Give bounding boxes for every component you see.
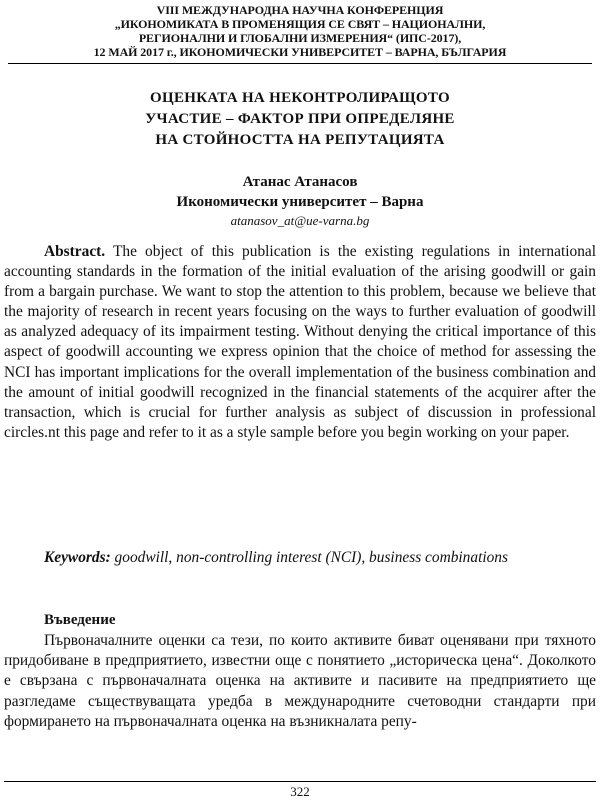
- paper-title-line: ОЦЕНКАТА НА НЕКОНТРОЛИРАЩОТО: [150, 90, 450, 106]
- conference-header-line: 12 МАЙ 2017 г., ИКОНОМИЧЕСКИ УНИВЕРСИТЕТ – ВАРНА, БЪЛГАРИЯ: [93, 45, 507, 59]
- conference-header-line: РЕГИОНАЛНИ И ГЛОБАЛНИ ИЗМЕРЕНИЯ“ (ИПС-2017),: [138, 31, 462, 45]
- paper-title: [0, 88, 600, 151]
- author-email: atanasov_at@ue-varna.bg: [230, 213, 370, 228]
- keywords-text: goodwill, non-controlling interest (NCI), business combinations: [110, 549, 508, 566]
- section-heading-introduction: Въведение: [44, 612, 116, 628]
- footer-divider: [4, 781, 596, 782]
- author-name: Атанас Атанасов: [242, 174, 358, 190]
- abstract-text: The object of this publication is the existing regulations in international accounting standards in the formation of the initial evaluation of the arising goodwill or gain from a bargain purchase. We want to stop the attention to this problem, because we believe that the majority of research in recent years focusing on the ways to further evaluation of goodwill as analyzed adequacy of its impairment testing. Without denying the critical importance of this aspect of goodwill accounting we express opinion that the choice of method for assessing the NCI has important implications for the overall implementation of the business combination and the amount of initial goodwill recognized in the financial statements of the acquirer after the transaction, which is crucial for further analysis as subject of discussion in professional circles.nt this page and refer to it as a style sample before you begin working on your paper.: [4, 243, 596, 441]
- keywords-paragraph: [4, 548, 596, 568]
- author-affiliation: Икономически университет – Варна: [176, 194, 424, 210]
- conference-header: [0, 3, 600, 59]
- author-block: [0, 172, 600, 230]
- conference-header-line: „ИКОНОМИКАТА В ПРОМЕНЯЩИЯ СЕ СВЯТ – НАЦИОНАЛНИ,: [114, 17, 486, 31]
- paper-title-line: УЧАСТИЕ – ФАКТОР ПРИ ОПРЕДЕЛЯНЕ: [145, 111, 455, 127]
- abstract-paragraph: [4, 242, 596, 443]
- page-number: 322: [290, 784, 310, 799]
- abstract-label: Abstract.: [44, 243, 106, 260]
- conference-header-line: VIII МЕЖДУНАРОДНА НАУЧНА КОНФЕРЕНЦИЯ: [156, 3, 444, 17]
- header-divider: [8, 63, 592, 64]
- introduction-paragraph: Първоначалните оценки са тези, по които активите биват оценявани при тяхното придобиване в предприятието, известни още с понятието „историческа цена“. Доколкото е свързана с първоначалната оценка на активите и пасивите на предприятието ще разгледаме съществуващата уредба в международните счетоводни стандарти при формирането на първоначалната оценка на възникналата репу-: [4, 632, 596, 730]
- paper-title-line: НА СТОЙНОСТТА НА РЕПУТАЦИЯТА: [155, 132, 445, 148]
- keywords-label: Keywords:: [44, 549, 111, 566]
